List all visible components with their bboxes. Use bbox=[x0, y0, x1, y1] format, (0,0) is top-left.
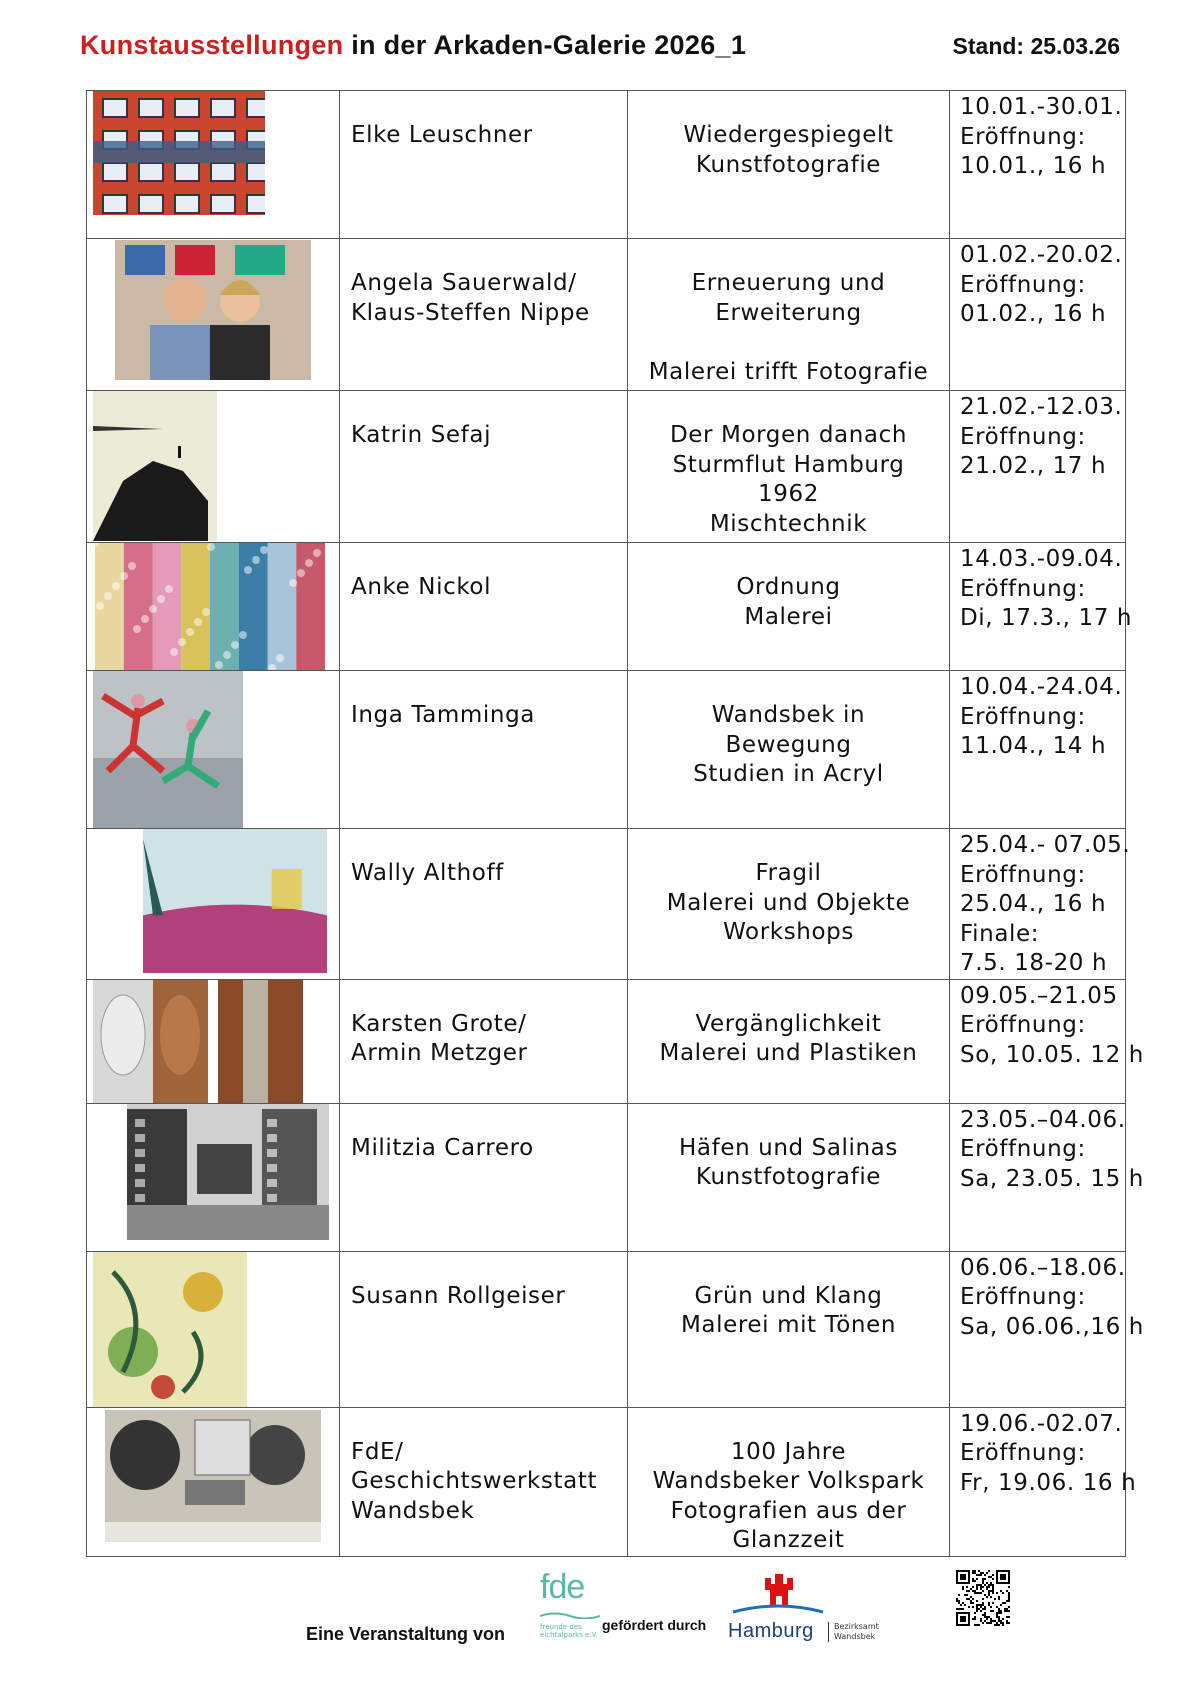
exhibition-dates-line: Eröffnung: bbox=[960, 575, 1086, 602]
page-header bbox=[80, 30, 1120, 70]
artist-name bbox=[340, 1103, 628, 1251]
exhibition-title-line: Malerei bbox=[744, 603, 833, 630]
exhibition-dates-line: Eröffnung: bbox=[960, 861, 1086, 888]
exhibition-title-line: Kunstfotografie bbox=[695, 1164, 882, 1190]
exhibition-dates-line: Fr, 19.06. 16 h bbox=[960, 1469, 1137, 1496]
artist-name bbox=[340, 1251, 628, 1407]
exhibition-dates-line: Eröffnung: bbox=[960, 1012, 1086, 1038]
exhibition-dates-line: Eröffnung: bbox=[960, 271, 1086, 298]
exhibition-dates bbox=[950, 91, 1126, 239]
exhibition-title-line: Glanzzeit bbox=[732, 1527, 845, 1553]
exhibition-dates bbox=[950, 239, 1126, 391]
exhibition-dates-line: 21.02., 17 h bbox=[960, 453, 1107, 479]
exhibition-dates-line: Eröffnung: bbox=[960, 1284, 1086, 1310]
exhibition-dates-line: 10.01., 16 h bbox=[960, 153, 1107, 179]
exhibition-title-line: Erneuerung und bbox=[691, 270, 886, 296]
exhibition-dates bbox=[950, 1103, 1144, 1251]
exhibition-dates-line: 7.5. 18-20 h bbox=[960, 950, 1108, 976]
exhibition-dates-line: Sa, 23.05. 15 h bbox=[960, 1165, 1144, 1192]
exhibition-dates-line: Eröffnung: bbox=[960, 1440, 1086, 1466]
table-row bbox=[87, 239, 1126, 391]
exhibition-title-line: Mischtechnik bbox=[709, 510, 868, 537]
exhibition-dates-line: 11.04., 14 h bbox=[960, 733, 1107, 759]
exhibition-dates-line: Eröffnung: bbox=[960, 1136, 1086, 1162]
table-row bbox=[87, 543, 1126, 671]
artist-name-line: FdE/ bbox=[351, 1438, 404, 1465]
exhibition-title bbox=[628, 391, 950, 543]
title-highlight: Kunstausstellungen bbox=[80, 30, 344, 60]
exhibition-dates bbox=[950, 1251, 1144, 1407]
photo-reflected-facade-image bbox=[93, 91, 265, 215]
artist-name bbox=[340, 979, 628, 1103]
title-rest: in der Arkaden-Galerie 2026_1 bbox=[343, 30, 747, 60]
exhibition-dates-line: Sa, 06.06.,16 h bbox=[960, 1313, 1144, 1340]
exhibition-title-line: Bewegung bbox=[725, 731, 852, 758]
exhibition-dates-line: Eröffnung: bbox=[960, 423, 1086, 450]
exhibition-title-line: Grün und Klang bbox=[694, 1282, 883, 1309]
fde-logo bbox=[540, 1570, 602, 1639]
exhibition-title-line: Malerei trifft Fotografie bbox=[648, 358, 929, 385]
artist-name bbox=[340, 543, 628, 671]
exhibition-dates bbox=[950, 979, 1144, 1103]
exhibition-dates-line: 14.03.-09.04. bbox=[960, 546, 1123, 572]
exhibition-dates bbox=[950, 829, 1131, 980]
exhibition-title bbox=[628, 671, 950, 829]
exhibition-title bbox=[628, 239, 950, 391]
exhibition-title bbox=[628, 1251, 950, 1407]
organizer-label: Eine Veranstaltung von bbox=[306, 1624, 506, 1644]
exhibition-dates-line: 25.04., 16 h bbox=[960, 891, 1107, 917]
table-row bbox=[87, 1103, 1126, 1251]
table-row bbox=[87, 829, 1126, 980]
sculptures-faces-rust-image bbox=[93, 980, 319, 1104]
exhibition-dates-line: Di, 17.3., 17 h bbox=[960, 605, 1133, 631]
exhibition-title-line: Häfen und Salinas bbox=[679, 1134, 898, 1161]
exhibition-dates bbox=[950, 543, 1133, 671]
artist-name-line: Wally Althoff bbox=[351, 860, 504, 886]
fde-wave-icon bbox=[540, 1611, 600, 1619]
exhibition-dates-line: 10.01.-30.01. bbox=[960, 94, 1123, 120]
table-row bbox=[87, 979, 1126, 1103]
table-row bbox=[87, 1407, 1126, 1556]
artist-name-line: Karsten Grote/ bbox=[351, 1010, 527, 1037]
exhibition-title-line: Studien in Acryl bbox=[693, 761, 884, 787]
exhibition-dates bbox=[950, 671, 1126, 829]
page-title bbox=[80, 30, 746, 61]
exhibition-title-line: 100 Jahre bbox=[730, 1438, 847, 1465]
exhibition-dates-line: 01.02., 16 h bbox=[960, 301, 1107, 327]
exhibition-title-line: Vergänglichkeit bbox=[695, 1010, 882, 1037]
artist-name-line: Katrin Sefaj bbox=[351, 422, 492, 448]
exhibition-title-line: Der Morgen danach bbox=[669, 422, 908, 448]
exhibition-dates-line: Eröffnung: bbox=[960, 123, 1086, 150]
exhibition-dates-line: 19.06.-02.07. bbox=[960, 1410, 1123, 1437]
exhibition-dates-line: 06.06.–18.06. bbox=[960, 1254, 1126, 1281]
exhibition-title-line: Wiedergespiegelt bbox=[683, 122, 894, 148]
hamburg-castle-icon bbox=[728, 1570, 828, 1620]
bezirksamt-label: Bezirksamt Wandsbek bbox=[828, 1622, 894, 1642]
artist-name bbox=[340, 391, 628, 543]
exhibition-dates bbox=[950, 391, 1126, 543]
artist-name bbox=[340, 671, 628, 829]
exhibition-title bbox=[628, 1103, 950, 1251]
exhibition-image-cell bbox=[87, 543, 340, 671]
photo-historic-villa-image bbox=[105, 1410, 321, 1542]
exhibition-dates-line: 23.05.–04.06. bbox=[960, 1106, 1126, 1133]
table-row bbox=[87, 391, 1126, 543]
exhibition-title-line: Malerei und Objekte bbox=[666, 889, 911, 916]
exhibition-title-line: Sturmflut Hamburg bbox=[672, 451, 905, 478]
exhibition-image-cell bbox=[87, 391, 340, 543]
exhibition-dates-line: Eröffnung: bbox=[960, 703, 1086, 730]
exhibition-image-cell bbox=[87, 829, 340, 980]
exhibition-title-line: Erweiterung bbox=[715, 299, 862, 326]
table-row bbox=[87, 91, 1126, 239]
artist-name-line: Klaus-Steffen Nippe bbox=[351, 299, 590, 326]
artist-name bbox=[340, 239, 628, 391]
painting-dancers-image bbox=[93, 671, 243, 829]
exhibition-image-cell bbox=[87, 1251, 340, 1407]
artist-name bbox=[340, 91, 628, 239]
funded-label: gefördert durch bbox=[602, 1617, 707, 1633]
exhibition-title bbox=[628, 543, 950, 671]
exhibition-title-line bbox=[634, 328, 943, 358]
exhibition-image-cell bbox=[87, 1103, 340, 1251]
fde-logo-text: fde bbox=[540, 1568, 585, 1606]
exhibition-dates-line: Finale: bbox=[960, 920, 1040, 947]
photo-speicherstadt-bw-image bbox=[127, 1104, 329, 1240]
exhibition-title bbox=[628, 91, 950, 239]
hamburg-logo bbox=[728, 1570, 898, 1640]
exhibition-table bbox=[86, 90, 1144, 1557]
exhibition-title bbox=[628, 829, 950, 980]
exhibition-title-line: Ordnung bbox=[736, 574, 841, 600]
exhibition-dates bbox=[950, 1407, 1137, 1556]
qr-code-icon bbox=[956, 1570, 1010, 1626]
artist-name bbox=[340, 1407, 628, 1556]
status-date: Stand: 25.03.26 bbox=[952, 33, 1120, 59]
artist-name-line: Anke Nickol bbox=[351, 574, 492, 600]
footer bbox=[0, 1560, 1191, 1684]
exhibition-image-cell bbox=[87, 979, 340, 1103]
exhibition-image-cell bbox=[87, 239, 340, 391]
exhibition-image-cell bbox=[87, 1407, 340, 1556]
painting-pattern-stripes-image bbox=[95, 543, 325, 671]
exhibition-title-line: Fotografien aus der bbox=[670, 1497, 907, 1524]
artist-name-line: Susann Rollgeiser bbox=[351, 1282, 566, 1309]
table-row bbox=[87, 1251, 1126, 1407]
exhibition-title-line: Wandsbek in bbox=[711, 702, 866, 728]
painting-dark-rock-figure-image bbox=[93, 391, 217, 541]
exhibition-dates-line: 01.02.-20.02. bbox=[960, 242, 1123, 268]
painting-green-abstract-image bbox=[93, 1252, 247, 1408]
artist-name-line: Geschichtswerkstatt bbox=[351, 1468, 598, 1494]
exhibition-title bbox=[628, 1407, 950, 1556]
fde-subtitle: freunde des eichtalparks e.V. bbox=[540, 1623, 598, 1639]
exhibition-title-line: Malerei mit Tönen bbox=[680, 1312, 897, 1338]
photo-artists-portrait-image bbox=[115, 240, 311, 380]
exhibition-dates-line: So, 10.05. 12 h bbox=[960, 1041, 1144, 1068]
exhibition-title-line: Fragil bbox=[755, 860, 822, 886]
artist-name bbox=[340, 829, 628, 980]
hamburg-wordmark: Hamburg bbox=[728, 1620, 814, 1642]
artist-name-line: Inga Tamminga bbox=[351, 702, 535, 728]
exhibition-dates-line: 25.04.- 07.05. bbox=[960, 832, 1131, 858]
exhibition-title bbox=[628, 979, 950, 1103]
exhibition-image-cell bbox=[87, 91, 340, 239]
artist-name-line: Militzia Carrero bbox=[351, 1134, 534, 1161]
exhibition-dates-line: 10.04.-24.04. bbox=[960, 674, 1123, 700]
artist-name-line: Wandsbek bbox=[351, 1497, 475, 1524]
exhibition-image-cell bbox=[87, 671, 340, 829]
exhibition-title-line: Wandsbeker Volkspark bbox=[652, 1468, 925, 1494]
exhibition-title-line: Workshops bbox=[723, 919, 854, 945]
exhibition-title-line: Kunstfotografie bbox=[695, 151, 882, 178]
artist-name-line: Elke Leuschner bbox=[351, 122, 533, 148]
table-row bbox=[87, 671, 1126, 829]
artist-name-line: Armin Metzger bbox=[351, 1040, 528, 1066]
exhibition-title-line: Malerei und Plastiken bbox=[659, 1040, 918, 1066]
painting-abstract-landscape-image bbox=[143, 829, 327, 973]
artist-name-line: Angela Sauerwald/ bbox=[351, 270, 577, 296]
exhibition-dates-line: 21.02.-12.03. bbox=[960, 394, 1123, 420]
exhibition-dates-line: 09.05.–21.05 bbox=[960, 982, 1118, 1009]
exhibition-title-line: 1962 bbox=[758, 481, 819, 507]
